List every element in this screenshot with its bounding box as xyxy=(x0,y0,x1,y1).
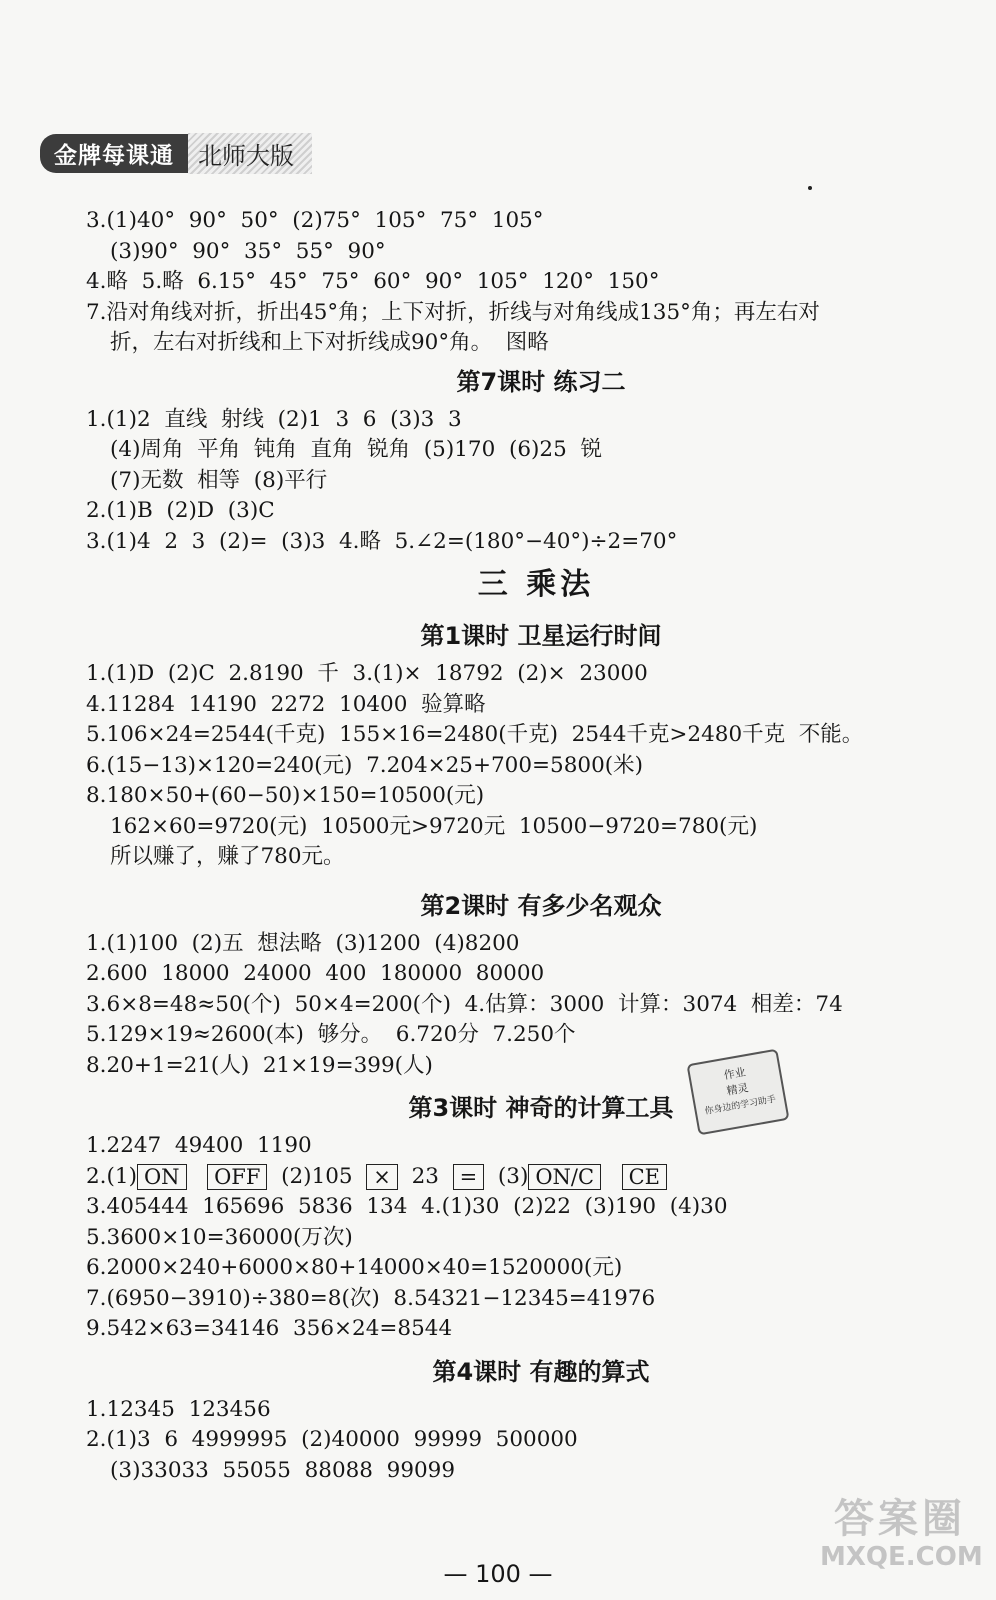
answer-line: 162×60=9720(元) 10500元>9720元 10500−9720=780(元) xyxy=(110,813,758,839)
answer-line: 5.129×19≈2600(本) 够分。 6.720分 7.250个 xyxy=(86,1022,576,1047)
answer-prefix: 2.(1) xyxy=(86,1163,137,1189)
answer-line: 3.405444 165696 5836 134 4.(1)30 (2)22 (3)190 (4)30 xyxy=(86,1194,728,1219)
answer-line: 5.3600×10=36000(万次) xyxy=(86,1224,353,1250)
answer-line: 1.2247 49400 1190 xyxy=(86,1133,312,1158)
edition-label: 北师大版 xyxy=(188,133,312,174)
lesson-title: 第3课时 神奇的计算工具 xyxy=(408,1094,674,1122)
answer-line: 2.(1)3 6 4999995 (2)40000 99999 500000 xyxy=(86,1427,578,1452)
book-header xyxy=(40,134,312,172)
lesson-title: 第2课时 有多少名观众 xyxy=(420,891,662,920)
key-times: × xyxy=(366,1164,398,1190)
answer-line: 4.11284 14190 2272 10400 验算略 xyxy=(86,691,486,717)
calculator-keys-line xyxy=(86,1162,956,1193)
stamp-text: 你身边的学习助手 xyxy=(704,1094,777,1117)
lesson-title: 第7课时 练习二 xyxy=(456,367,626,396)
answer-line: (4)周角 平角 钝角 直角 锐角 (5)170 (6)25 锐 xyxy=(110,437,602,462)
stamp-text: 作业 xyxy=(722,1065,747,1083)
lesson-title: 第1课时 卫星运行时间 xyxy=(420,622,662,650)
answer-line: 8.20+1=21(人) 21×19=399(人) xyxy=(86,1052,433,1078)
answer-line: 6.(15−13)×120=240(元) 7.204×25+700=5800(米) xyxy=(86,752,644,778)
answer-line: 折，左右对折线和上下对折线成90°角。 图略 xyxy=(110,330,549,355)
key-ce: CE xyxy=(622,1164,667,1190)
answer-line: (3)90° 90° 35° 55° 90° xyxy=(110,238,386,264)
answer-number: 23 xyxy=(411,1163,439,1189)
chapter-title: 三 乘法 xyxy=(477,567,595,602)
watermark-text: 答案圈 xyxy=(834,1496,966,1542)
answer-line: 3.6×8=48≈50(个) 50×4=200(个) 4.估算：3000 计算：3074 相差：74 xyxy=(86,991,843,1017)
answer-line: 5.106×24=2544(千克) 155×16=2480(千克) 2544千克>2480千克 不能。 xyxy=(86,722,864,747)
answer-line: 7.(6950−3910)÷380=8(次) 8.54321−12345=41976 xyxy=(86,1285,656,1311)
key-equals: = xyxy=(453,1164,485,1190)
answer-line: (7)无数 相等 (8)平行 xyxy=(110,467,328,493)
answer-line: 9.542×63=34146 356×24=8544 xyxy=(86,1316,453,1341)
stamp-text: 精灵 xyxy=(725,1081,750,1098)
answer-line: 8.180×50+(60−50)×150=10500(元) xyxy=(86,783,485,808)
answer-text: (3) xyxy=(497,1163,529,1189)
answer-line: 1.(1)100 (2)五 想法略 (3)1200 (4)8200 xyxy=(86,930,520,956)
key-on: ON xyxy=(137,1164,187,1190)
answer-line: 2.600 18000 24000 400 180000 80000 xyxy=(86,961,545,986)
answer-line: (3)33033 55055 88088 99099 xyxy=(110,1457,456,1483)
answer-line: 6.2000×240+6000×80+14000×40=1520000(元) xyxy=(86,1255,623,1280)
page-number: — 100 — xyxy=(443,1560,553,1588)
key-on-c: ON/C xyxy=(528,1164,601,1190)
answer-line: 1.12345 123456 xyxy=(86,1396,271,1422)
answer-line: 1.(1)D (2)C 2.8190 千 3.(1)× 18792 (2)× 23000 xyxy=(86,661,648,686)
answer-line: 4.略 5.略 6.15° 45° 75° 60° 90° 105° 120° 150° xyxy=(86,269,660,294)
ink-dot xyxy=(808,186,812,190)
brand-label: 金牌每课通 xyxy=(40,134,188,173)
answer-line: 7.沿对角线对折，折出45°角；上下对折，折线与对角线成135°角；再左右对 xyxy=(86,299,820,325)
answer-line: 3.(1)4 2 3 (2)= (3)3 4.略 5.∠2=(180°−40°)÷2=70° xyxy=(86,528,678,554)
answer-line: 2.(1)B (2)D (3)C xyxy=(86,498,275,523)
key-off: OFF xyxy=(207,1164,267,1190)
answer-text: (2)105 xyxy=(281,1163,353,1189)
answer-line: 所以赚了，赚了780元。 xyxy=(110,844,345,869)
watermark-url: MXQE.COM xyxy=(820,1542,983,1572)
lesson-title: 第4课时 有趣的算式 xyxy=(432,1357,650,1386)
answer-content xyxy=(86,206,956,1486)
answer-line: 1.(1)2 直线 射线 (2)1 3 6 (3)3 3 xyxy=(86,406,462,432)
answer-line: 3.(1)40° 90° 50° (2)75° 105° 75° 105° xyxy=(86,208,544,233)
